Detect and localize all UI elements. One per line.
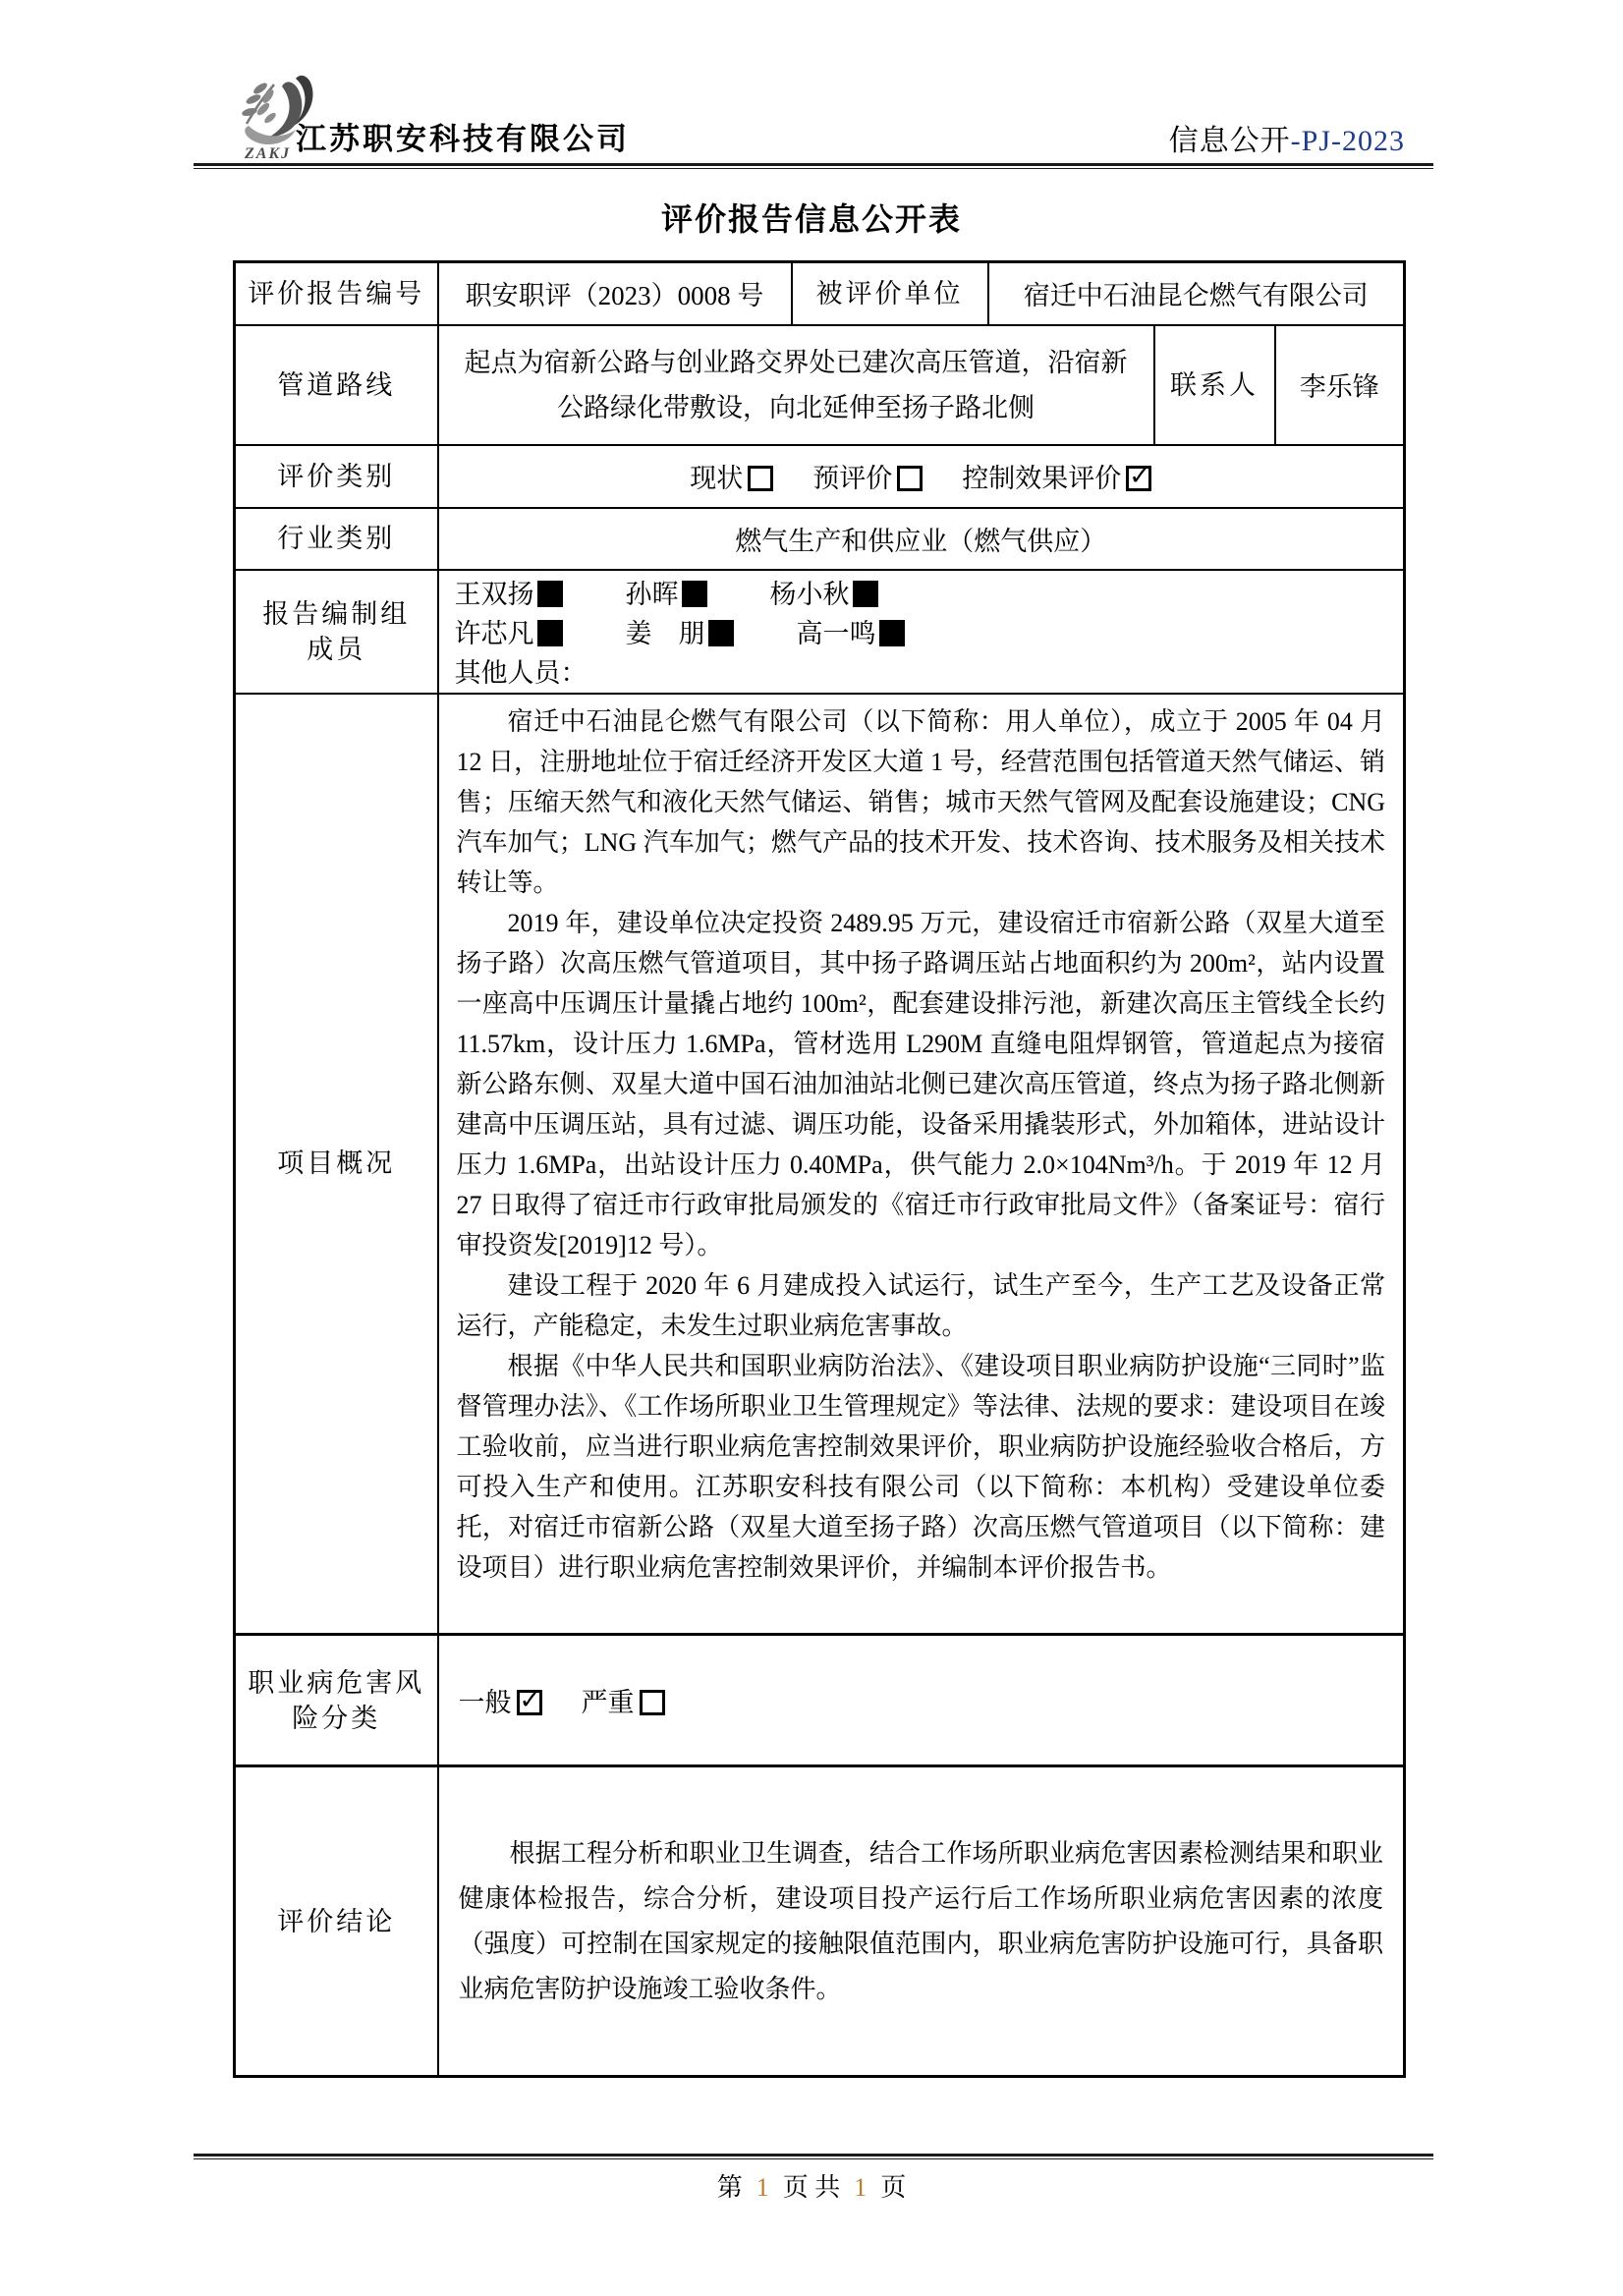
overview-paragraph-2: 2019 年，建设单位决定投资 2489.95 万元，建设宿迁市宿新公路（双星大道至扬子路）次高压燃气管道项目，其中扬子路调压站占地面积约为 200m²，站内设置一座高中压调压计量撬占地约 100m²，配套建设排污池，新建次高压主管线全长约 11.57km，设计压力 1.6MPa，管材选用 L290M 直缝电阻焊钢管，管道起点为接宿新公路东侧、双星大道中国石油加油站北侧已建次高压管道，终点为扬子路北侧新建高中压调压站，具有过滤、调压功能，设备采用撬装形式，外加箱体，进站设计压力 1.6MPa，出站设计压力 0.40MPa，供气能力 2.0×104Nm³/h。于 2019 年 12 月 27 日取得了宿迁市行政审批局颁发的《宿迁市行政审批局文件》（备案证号：宿行审投资发[2019]12 号）。 [456, 909, 1386, 1260]
header-company-name: 江苏职安科技有限公司 [296, 122, 630, 156]
conclusion-value [438, 1766, 1405, 2077]
general-checkbox [517, 1690, 542, 1715]
redacted-block [537, 581, 563, 607]
row-eval-type [235, 445, 1405, 508]
page-title: 评价报告信息公开表 [660, 201, 962, 237]
pipeline-label: 管道路线 [235, 325, 438, 445]
overview-text [439, 696, 1404, 1631]
overview-paragraph-1: 宿迁中石油昆仑燃气有限公司（以下简称：用人单位），成立于 2005 年 04 月 12 日，注册地址位于宿迁经济开发区大道 1 号，经营范围包括管道天然气储运、销售；压缩天然气和液化天然气储运、销售；城市天然气管网及配套设施建设；CNG 汽车加气；LNG 汽车加气；燃气产品的技术开发、技术咨询、技术服务及相关技术转让等。 [456, 707, 1386, 898]
control-effect-checkbox [1126, 466, 1151, 491]
row-team [235, 570, 1405, 694]
option-current-status: 现状 [690, 457, 773, 495]
current-status-checkbox [748, 466, 773, 491]
overview-value [438, 694, 1405, 1635]
logo-caption: ZAKJ [245, 145, 292, 162]
pre-evaluation-checkbox [897, 466, 923, 491]
risk-options [439, 1681, 1404, 1719]
eval-type-label: 评价类别 [235, 445, 438, 508]
team-member: 姜 朋 [626, 614, 734, 653]
industry-value: 燃气生产和供应业（燃气供应） [438, 508, 1405, 570]
header-rule [194, 163, 1433, 169]
row-industry [235, 508, 1405, 570]
team-others-label: 其他人员： [454, 657, 588, 688]
team-member: 许芯凡 [455, 614, 563, 653]
severe-checkbox [640, 1690, 665, 1715]
redacted-block [537, 620, 563, 646]
footer-middle: 页 共 [782, 2173, 841, 2202]
conclusion-label: 评价结论 [235, 1766, 438, 2077]
doc-ref-blue-part: -PJ-2023 [1290, 125, 1405, 157]
contact-label: 联系人 [1154, 325, 1275, 445]
team-member: 杨小秋 [770, 575, 878, 614]
report-number-label: 评价报告编号 [235, 262, 438, 325]
header-doc-reference [1169, 116, 1405, 159]
option-control-effect: 控制效果评价✓ [962, 457, 1151, 495]
report-number-value: 职安职评（2023）0008 号 [438, 262, 792, 325]
option-pre-evaluation: 预评价 [812, 457, 923, 495]
doc-ref-black-part: 信息公开 [1168, 125, 1291, 157]
footer-rule [194, 2154, 1433, 2159]
redacted-block [853, 581, 878, 607]
footer-suffix: 页 [880, 2173, 907, 2202]
team-member: 王双扬 [455, 575, 563, 614]
evaluated-unit-value: 宿迁中石油昆仑燃气有限公司 [988, 262, 1405, 325]
risk-class-label: 职业病危害风 险分类 [235, 1635, 438, 1766]
row-report-number [235, 262, 1405, 325]
option-general: 一般 ✓ [459, 1681, 542, 1719]
team-line-2 [455, 614, 1404, 653]
team-member: 孙晖 [626, 575, 707, 614]
row-conclusion [235, 1766, 1405, 2077]
footer-total-pages: 1 [854, 2173, 867, 2202]
pipeline-value [438, 325, 1154, 445]
row-risk-class [235, 1635, 1405, 1766]
overview-label: 项目概况 [235, 694, 438, 1635]
evaluated-unit-label: 被评价单位 [792, 262, 988, 325]
eval-type-value [438, 445, 1405, 508]
team-member: 高一鸣 [797, 614, 905, 653]
overview-paragraph-4: 根据《中华人民共和国职业病防治法》、《建设项目职业病防护设施“三同时”监督管理办法》、《工作场所职业卫生管理规定》等法律、法规的要求：建设项目在竣工验收前，应当进行职业病危害控制效果评价，职业病防护设施经验收合格后，方可投入生产和使用。江苏职安科技有限公司（以下简称：本机构）受建设单位委托，对宿迁市宿新公路（双星大道至扬子路）次高压燃气管道项目（以下简称：建设项目）进行职业病危害控制效果评价，并编制本评价报告书。 [456, 1352, 1386, 1583]
eval-type-options [439, 457, 1404, 495]
footer-page-number: 1 [756, 2173, 769, 2202]
pipeline-text: 起点为宿新公路与创业路交界处已建次高压管道，沿宿新公路绿化带敷设，向北延伸至扬子路北侧 [464, 347, 1128, 422]
conclusion-text: 根据工程分析和职业卫生调查，结合工作场所职业病危害因素检测结果和职业健康体检报告，综合分析，建设项目投产运行后工作场所职业病危害因素的浓度（强度）可控制在国家规定的接触限值范围内，职业病危害防护设施可行，具备职业病危害防护设施竣工验收条件。 [458, 1838, 1384, 2003]
row-overview [235, 694, 1405, 1635]
team-members [439, 571, 1404, 693]
page-footer [0, 2167, 1623, 2204]
contact-value: 李乐锋 [1275, 325, 1405, 445]
risk-class-value [438, 1635, 1405, 1766]
disclosure-table [233, 260, 1406, 2078]
option-severe: 严重 [582, 1681, 665, 1719]
redacted-block [708, 620, 734, 646]
team-value [438, 570, 1405, 694]
row-pipeline [235, 325, 1405, 445]
team-label: 报告编制组 成员 [235, 570, 438, 694]
redacted-block [682, 581, 707, 607]
team-line-1 [455, 575, 1404, 614]
overview-paragraph-3: 建设工程于 2020 年 6 月建成投入试运行，试生产至今，生产工艺及设备正常运行，产能稳定，未发生过职业病危害事故。 [456, 1271, 1386, 1341]
industry-label: 行业类别 [235, 508, 438, 570]
footer-prefix: 第 [716, 2173, 743, 2202]
redacted-block [879, 620, 905, 646]
